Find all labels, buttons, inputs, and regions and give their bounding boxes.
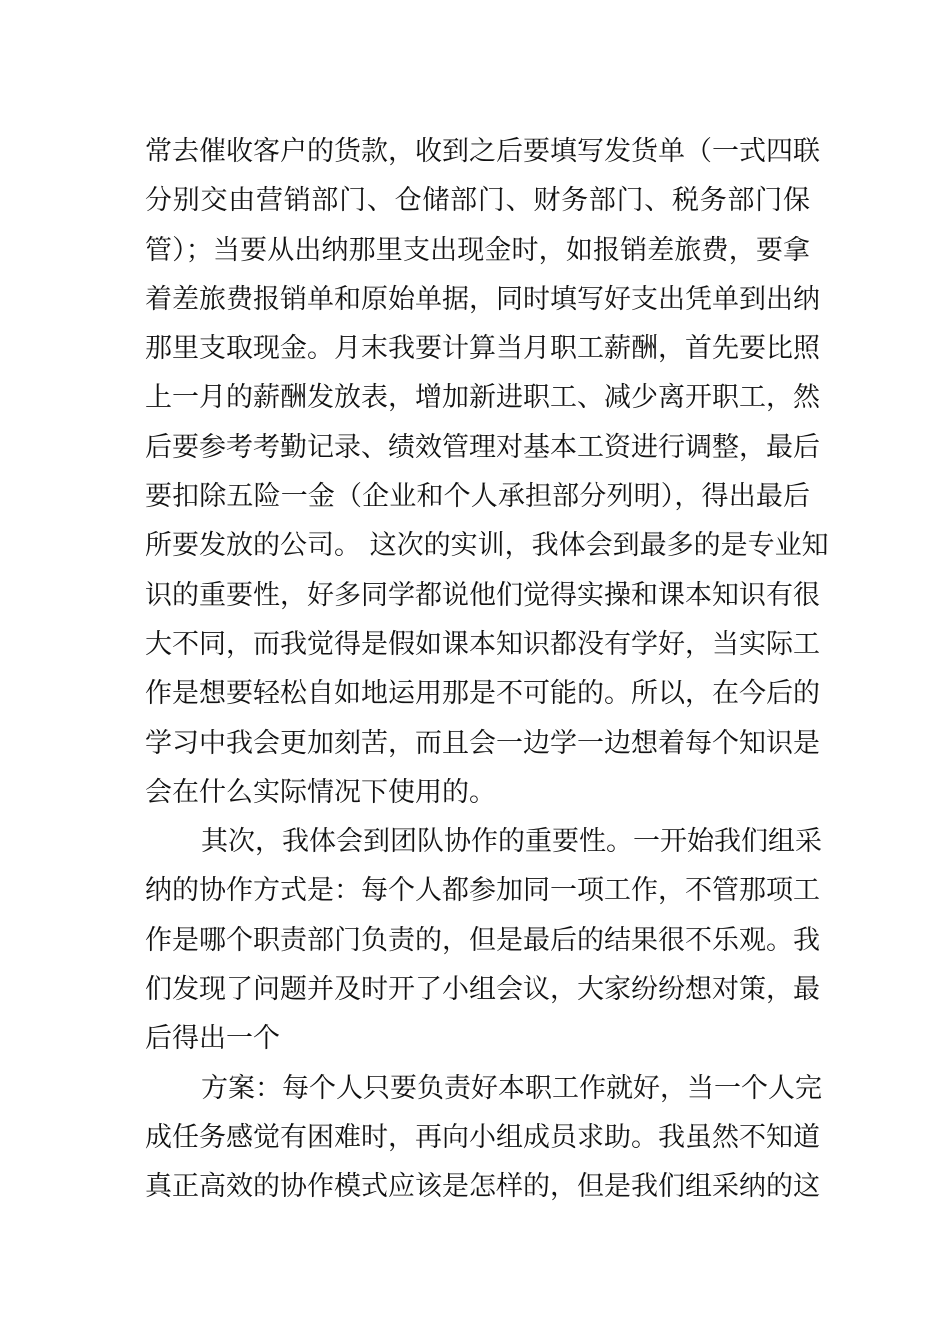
text-line: 要扣除五险一金（企业和个人承担部分列明），得出最后 (145, 481, 810, 513)
text-line: 其次，我体会到团队协作的重要性。一开始我们组采 (201, 826, 822, 858)
paragraph-2 (145, 817, 822, 1063)
text-line: 所要发放的公司。 这次的实训，我体会到最多的是专业知 (145, 530, 829, 562)
text-line: 作是哪个职责部门负责的，但是最后的结果很不乐观。我 (145, 924, 820, 956)
text-line: 纳的协作方式是：每个人都参加同一项工作，不管那项工 (145, 875, 820, 907)
text-line: 后得出一个 (145, 1023, 280, 1055)
text-line: 管）；当要从出纳那里支出现金时，如报销差旅费，要拿 (145, 234, 810, 266)
paragraph-1 (145, 127, 829, 817)
text-line: 成任务感觉有困难时，再向小组成员求助。我虽然不知道 (145, 1121, 820, 1153)
text-line: 识的重要性，好多同学都说他们觉得实操和课本知识有很 (145, 579, 820, 611)
text-line: 会在什么实际情况下使用的。 (145, 776, 496, 808)
text-line: 方案：每个人只要负责好本职工作就好，当一个人完 (201, 1072, 822, 1104)
text-line: 分别交由营销部门、仓储部门、财务部门、税务部门保 (145, 185, 810, 217)
text-line: 们发现了问题并及时开了小组会议，大家纷纷想对策，最 (145, 974, 820, 1006)
text-line: 真正高效的协作模式应该是怎样的，但是我们组采纳的这 (145, 1171, 820, 1203)
text-line: 后要参考考勤记录、绩效管理对基本工资进行调整，最后 (145, 431, 820, 463)
text-line: 常去催收客户的货款，收到之后要填写发货单（一式四联 (145, 136, 820, 167)
text-line: 上一月的薪酬发放表，增加新进职工、减少离开职工，然 (145, 382, 820, 414)
text-line: 学习中我会更加刻苦，而且会一边学一边想着每个知识是 (145, 727, 820, 759)
text-line: 大不同，而我觉得是假如课本知识都没有学好，当实际工 (145, 628, 820, 660)
paragraph-3 (145, 1064, 822, 1212)
document-body (145, 127, 829, 1212)
text-line: 着差旅费报销单和原始单据，同时填写好支出凭单到出纳 (145, 283, 820, 315)
text-line: 作是想要轻松自如地运用那是不可能的。所以，在今后的 (145, 678, 820, 710)
text-line: 那里支取现金。月末我要计算当月职工薪酬，首先要比照 (145, 333, 820, 365)
